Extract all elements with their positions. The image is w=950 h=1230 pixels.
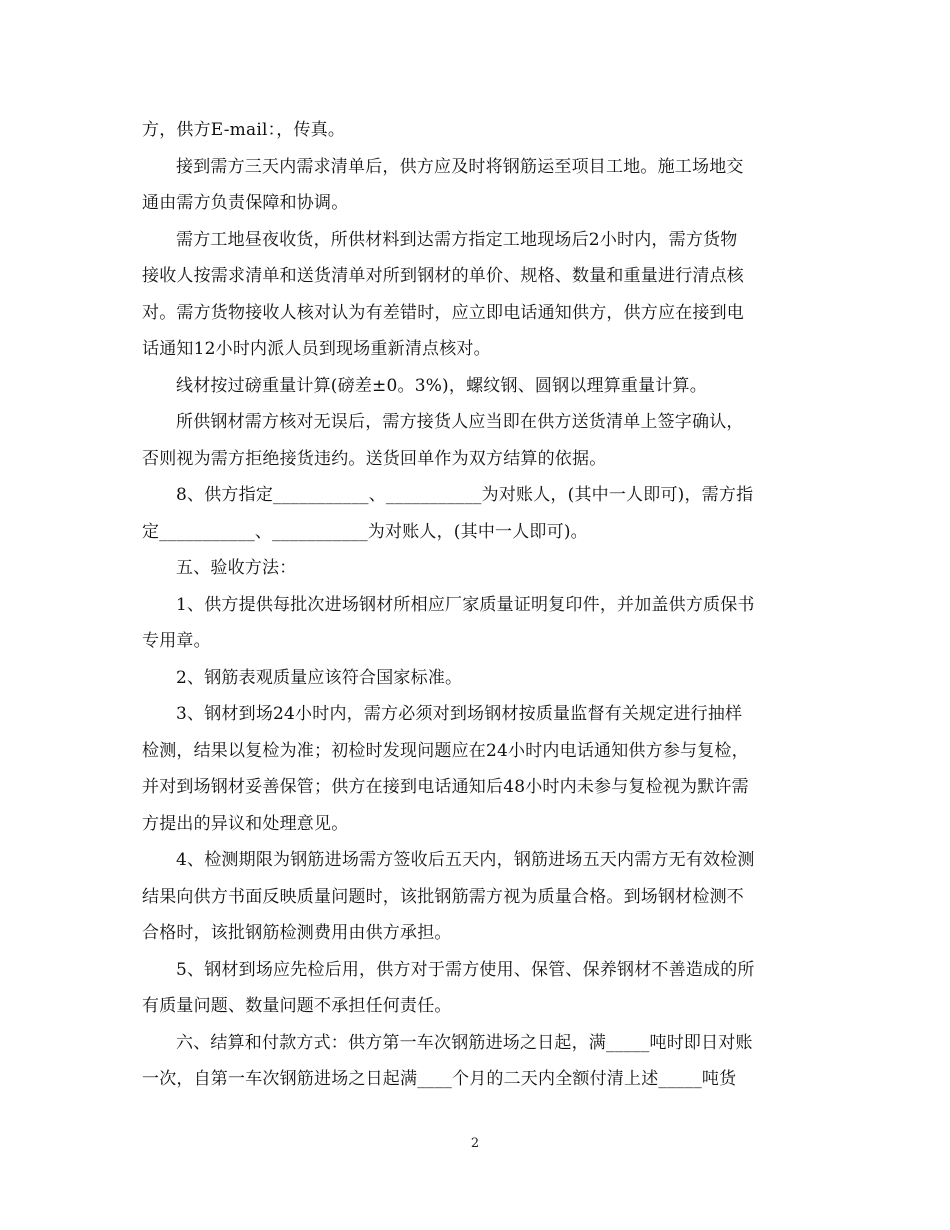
section-heading-acceptance: 五、验收方法： [176, 558, 297, 578]
text-line-2: 接到需方三天内需求清单后，供方应及时将钢筋运至项目工地。施工场地交 [176, 156, 744, 177]
text-line-27: 一次，自第一车次钢筋进场之日起满____个月的二天内全额付清上述_____吨货 [142, 1069, 737, 1089]
page-number: 2 [470, 1136, 480, 1151]
text-line-24: 5、钢材到场应先检后用，供方对于需方使用、保管、保养钢材不善造成的所 [176, 959, 755, 980]
text-line-1: 方，供方E-mail：，传真。 [142, 120, 346, 140]
text-line-10: 否则视为需方拒绝接货违约。送货回单作为双方结算的依据。 [142, 448, 607, 469]
text-line-6: 对。需方货物接收人核对认为有差错时，应立即电话通知供方，供方应在接到电 [142, 302, 744, 323]
text-line-5: 接收人按需求清单和送货清单对所到钢材的单价、规格、数量和重量进行清点核 [142, 266, 744, 286]
text-line-17: 3、钢材到场24小时内，需方必须对到场钢材按质量监督有关规定进行抽样 [176, 704, 743, 724]
text-line-14: 1、供方提供每批次进场钢材所相应厂家质量证明复印件，并加盖供方质保书 [176, 594, 755, 615]
text-line-12: 定___________、___________为对账人，(其中一人即可)。 [142, 521, 588, 542]
text-line-7: 话通知12小时内派人员到现场重新清点核对。 [142, 339, 491, 359]
text-line-23: 合格时，该批钢筋检测费用由供方承担。 [142, 923, 452, 943]
text-line-20: 方提出的异议和处理意见。 [142, 813, 349, 834]
text-line-3: 通由需方负责保障和协调。 [142, 193, 349, 213]
text-line-22: 结果向供方书面反映质量问题时，该批钢筋需方视为质量合格。到场钢材检测不 [142, 886, 744, 907]
text-line-15: 专用章。 [142, 631, 211, 651]
text-line-18: 检测，结果以复检为准；初检时发现问题应在24小时内电话通知供方参与复检， [142, 740, 749, 761]
text-line-25: 有质量问题、数量问题不承担任何责任。 [142, 996, 452, 1016]
text-line-16: 2、钢筋表观质量应该符合国家标准。 [176, 667, 463, 688]
text-line-19: 并对到场钢材妥善保管；供方在接到电话通知后48小时内未参与复检视为默许需 [142, 777, 749, 797]
document-body [142, 112, 810, 1098]
text-line-9: 所供钢材需方核对无误后，需方接货人应当即在供方送货清单上签字确认， [176, 412, 744, 432]
text-line-8: 线材按过磅重量计算(磅差±0。3%)，螺纹钢、圆钢以理算重量计算。 [176, 375, 707, 396]
text-line-21: 4、检测期限为钢筋进场需方签收后五天内，钢筋进场五天内需方无有效检测 [176, 850, 755, 870]
text-line-4: 需方工地昼夜收货，所供材料到达需方指定工地现场后2小时内，需方货物 [176, 229, 738, 250]
section-heading-settlement: 六、结算和付款方式：供方第一车次钢筋进场之日起，满_____吨时即日对账 [176, 1032, 753, 1053]
text-line-11: 8、供方指定___________、___________为对账人，(其中一人即可)，需方指 [176, 485, 754, 505]
